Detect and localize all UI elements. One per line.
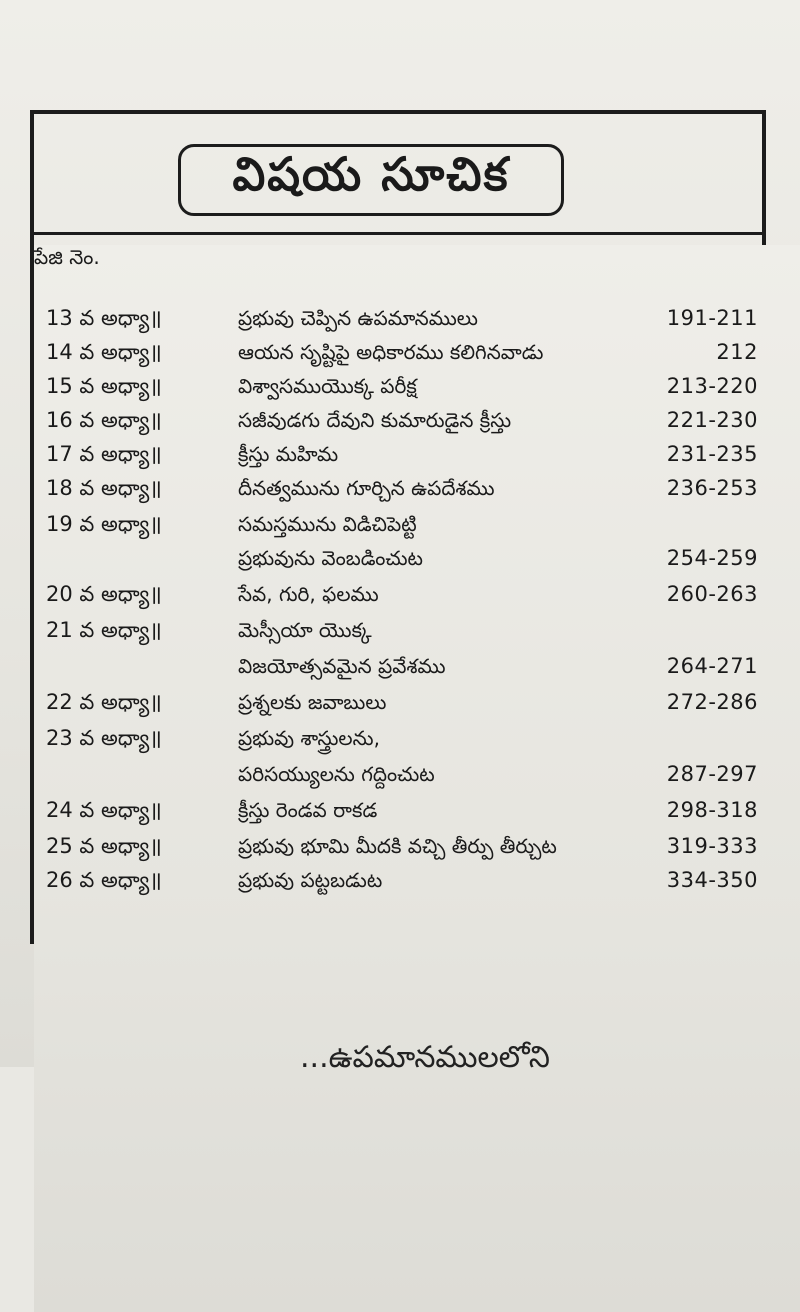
row-chapter: 18 వ అధ్యా॥ [46,476,162,500]
table-row [34,866,762,900]
next-page-heading-fragment: ...ఉపమానములలోని [300,1040,550,1075]
row-pages: 334-350 [666,868,758,892]
row-chapter: 22 వ అధ్యా॥ [46,690,162,714]
row-topic: క్రీస్తు మహిమ [238,442,339,466]
table-row [34,440,762,474]
row-chapter: 15 వ అధ్యా॥ [46,374,162,398]
table-row [34,652,762,686]
row-chapter: 26 వ అధ్యా॥ [46,868,162,892]
table-row [34,338,762,372]
row-topic: పరిసయ్యులను గద్దించుట [238,762,435,786]
table-row [34,616,762,650]
row-topic: ప్రశ్నలకు జవాబులు [238,690,387,714]
row-pages: 319-333 [666,834,758,858]
table-row [34,544,762,578]
title-box [178,144,564,216]
table-row [34,304,762,338]
row-topic: ప్రభువు శాస్త్రులను, [238,726,380,750]
row-pages: 264-271 [666,654,758,678]
row-pages: 236-253 [666,476,758,500]
row-topic: సమస్తమును విడిచిపెట్టి [238,512,417,536]
table-row [34,796,762,830]
table-row [34,372,762,406]
row-chapter: 25 వ అధ్యా॥ [46,834,162,858]
table-row [34,832,762,866]
row-pages: 213-220 [666,374,758,398]
row-pages: 231-235 [666,442,758,466]
row-topic: ప్రభువు చెప్పిన ఉపమానములు [238,306,478,330]
table-row [34,688,762,722]
row-pages: 221-230 [666,408,758,432]
table-row [34,474,762,508]
row-topic: విజయోత్సవమైన ప్రవేశము [238,654,446,678]
row-pages: 272-286 [666,690,758,714]
row-pages: 260-263 [666,582,758,606]
table-row [34,406,762,440]
row-chapter: 17 వ అధ్యా॥ [46,442,162,466]
table-row [34,724,762,758]
row-chapter: 21 వ అధ్యా॥ [46,618,162,642]
row-topic: ప్రభువును వెంబడించుట [238,546,423,570]
row-pages: 191-211 [666,306,758,330]
row-topic: సేవ, గురి, ఫలము [238,582,379,606]
row-chapter: 19 వ అధ్యా॥ [46,512,162,536]
row-topic: క్రీస్తు రెండవ రాకడ [238,798,378,822]
table-row [34,760,762,794]
row-topic: దీనత్వమును గూర్చిన ఉపదేశము [238,476,495,500]
row-topic: సజీవుడగు దేవుని కుమారుడైన క్రీస్తు [238,408,512,432]
row-chapter: 23 వ అధ్యా॥ [46,726,162,750]
row-chapter: 20 వ అధ్యా॥ [46,582,162,606]
row-topic: విశ్వాసముయొక్క పరీక్ష [238,374,417,398]
row-pages: 298-318 [666,798,758,822]
row-topic: మెస్సీయా యొక్క [238,618,372,642]
row-pages: 254-259 [666,546,758,570]
contents-frame [30,110,766,944]
row-topic: ఆయన సృష్టిపై అధికారము కలిగినవాడు [238,340,544,364]
page-title: విషయ సూచిక [232,147,510,201]
row-topic: ప్రభువు భూమి మీదకి వచ్చి తీర్పు తీర్చుట [238,834,557,858]
row-chapter: 24 వ అధ్యా॥ [46,798,162,822]
row-chapter: 13 వ అధ్యా॥ [46,306,162,330]
table-row [34,510,762,544]
table-header [34,232,762,280]
row-pages: 287-297 [666,762,758,786]
row-topic: ప్రభువు పట్టబడుట [238,868,383,892]
row-chapter: 14 వ అధ్యా॥ [46,340,162,364]
header-page-number: పేజి నెం. [34,245,800,1312]
table-row [34,580,762,614]
row-chapter: 16 వ అధ్యా॥ [46,408,162,432]
row-pages: 212 [716,340,758,364]
